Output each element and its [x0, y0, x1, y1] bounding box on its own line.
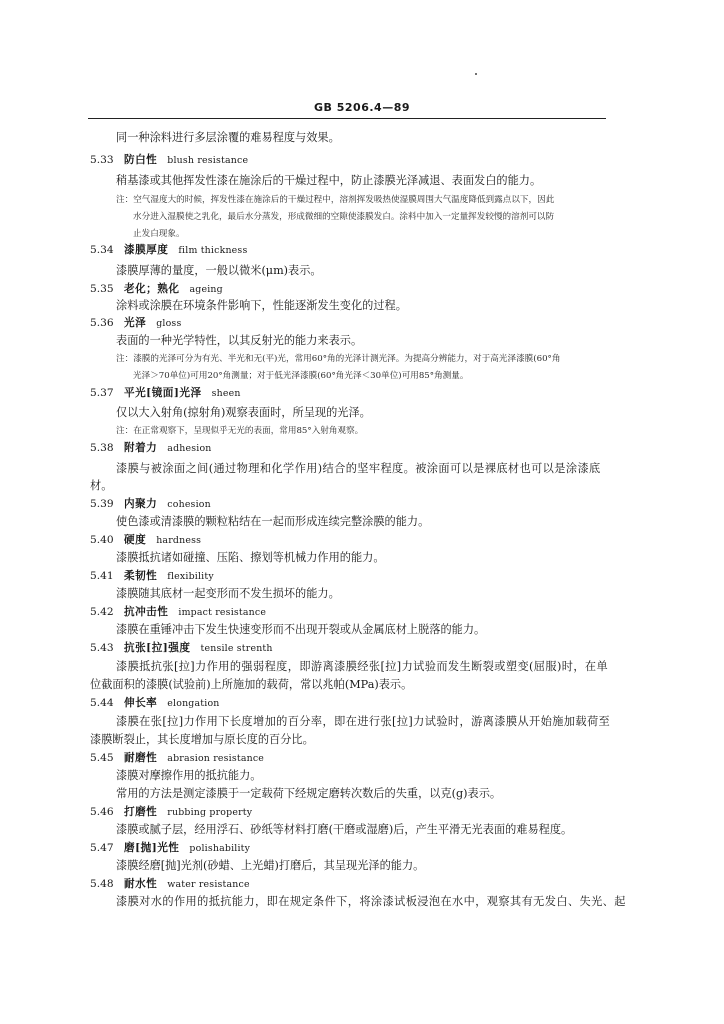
term-english: water resistance	[167, 879, 250, 890]
term-chinese: 伸长率	[124, 697, 158, 709]
section-number: 5.38	[90, 442, 114, 454]
section-number: 5.46	[90, 806, 114, 818]
term-english: impact resistance	[178, 607, 267, 618]
term-english: sheen	[211, 388, 241, 399]
body-text: 漆膜在重锤冲击下发生快速变形而不出现开裂或从金属底材上脱落的能力。	[116, 623, 486, 636]
term-english: gloss	[156, 318, 182, 329]
term-english: cohesion	[167, 499, 211, 510]
term-english: elongation	[167, 698, 220, 709]
term-english: flexibility	[167, 571, 214, 582]
section-heading	[90, 605, 266, 620]
term-chinese: 平光[镜面]光泽	[124, 387, 202, 399]
body-text: 漆膜或腻子层，经用浮石、砂纸等材料打磨(干磨或湿磨)后，产生平滑无光表面的难易程度。	[116, 823, 573, 836]
section-number: 5.37	[90, 387, 114, 399]
body-text: 漆膜与被涂面之间(通过物理和化学作用)结合的坚牢程度。被涂面可以是裸底材也可以是涂漆底	[116, 462, 601, 475]
term-chinese: 老化；熟化	[124, 283, 180, 295]
section-heading	[90, 805, 252, 820]
term-english: abrasion resistance	[167, 753, 265, 764]
term-chinese: 附着力	[124, 442, 158, 454]
note-text: 光泽＞70单位)可用20°角测量；对于低光泽漆膜(60°角光泽＜30单位)可用85°角测量。	[133, 371, 469, 381]
section-heading	[90, 441, 212, 456]
body-text: 材。	[90, 479, 113, 492]
term-chinese: 磨[抛]光性	[124, 842, 180, 854]
section-heading	[90, 877, 250, 892]
note-text: 注：空气湿度大的时候，挥发性漆在施涂后的干燥过程中，溶剂挥发吸热使湿膜周围大气温度降低到露点以下，因此	[116, 195, 555, 205]
body-text: 位截面积的漆膜(试验前)上所施加的载荷，常以兆帕(MPa)表示。	[90, 678, 413, 691]
section-heading	[90, 751, 264, 766]
section-number: 5.36	[90, 317, 114, 329]
body-text: 漆膜抵抗诸如碰撞、压陷、擦划等机械力作用的能力。	[116, 551, 385, 564]
body-text: 涂料或涂膜在环境条件影响下，性能逐渐发生变化的过程。	[116, 299, 407, 312]
section-heading	[90, 386, 241, 401]
body-text: 漆膜对摩擦作用的抵抗能力。	[116, 769, 262, 782]
section-number: 5.34	[90, 244, 114, 256]
section-number: 5.33	[90, 154, 114, 166]
section-number: 5.47	[90, 842, 114, 854]
term-chinese: 耐水性	[124, 878, 158, 890]
section-heading	[90, 696, 220, 711]
section-heading	[90, 569, 214, 584]
body-text: 表面的一种光学特性，以其反射光的能力来表示。	[116, 334, 363, 347]
term-chinese: 柔韧性	[124, 570, 158, 582]
body-text: 稍基漆或其他挥发性漆在施涂后的干燥过程中，防止漆膜光泽减退、表面发白的能力。	[116, 174, 542, 187]
section-number: 5.42	[90, 606, 114, 618]
term-english: adhesion	[167, 443, 212, 454]
term-chinese: 光泽	[124, 317, 147, 329]
term-chinese: 打磨性	[124, 806, 158, 818]
note-text: 注：漆膜的光泽可分为有光、半光和无(平)光，常用60°角的光泽计测光泽。为提高分辨能力，对于高光泽漆膜(60°角	[116, 354, 561, 364]
body-text: 同一种涂料进行多层涂覆的难易程度与效果。	[116, 131, 340, 144]
body-text: 漆膜厚薄的量度，一般以微米(μm)表示。	[116, 264, 322, 277]
term-english: ageing	[189, 284, 223, 295]
section-heading	[90, 316, 181, 331]
body-text: 漆膜对水的作用的抵抗能力，即在规定条件下，将涂漆试板浸泡在水中，观察其有无发白、失光、起	[116, 895, 626, 908]
section-number: 5.40	[90, 534, 114, 546]
section-number: 5.43	[90, 642, 114, 654]
body-text: 漆膜在张[拉]力作用下长度增加的百分率，即在进行张[拉]力试验时，游离漆膜从开始施加载荷至	[116, 715, 611, 728]
section-heading	[90, 641, 273, 656]
section-heading	[90, 243, 247, 258]
body-text: 漆膜随其底材一起变形而不发生损坏的能力。	[116, 587, 340, 600]
section-heading	[90, 497, 211, 512]
body-text: 漆膜断裂止，其长度增加与原长度的百分比。	[90, 733, 314, 746]
term-english: film thickness	[178, 245, 248, 256]
term-english: rubbing property	[167, 807, 253, 818]
section-heading	[90, 841, 250, 856]
term-chinese: 抗冲击性	[124, 606, 169, 618]
section-heading	[90, 153, 248, 168]
term-chinese: 漆膜厚度	[124, 244, 169, 256]
section-number: 5.35	[90, 283, 114, 295]
section-number: 5.41	[90, 570, 114, 582]
body-text: 漆膜经磨[抛]光剂(砂蜡、上光蜡)打磨后，其呈现光泽的能力。	[116, 859, 425, 872]
term-chinese: 内聚力	[124, 498, 158, 510]
speck-mark	[475, 73, 477, 75]
section-number: 5.39	[90, 498, 114, 510]
term-chinese: 防白性	[124, 154, 158, 166]
header-rule	[88, 118, 606, 119]
standard-header: GB 5206.4—89	[314, 101, 410, 114]
body-text: 常用的方法是测定漆膜于一定载荷下经规定磨转次数后的失重，以克(g)表示。	[116, 787, 502, 800]
section-number: 5.45	[90, 752, 114, 764]
note-text: 注：在正常观察下，呈现似乎无光的表面，常用85°入射角观察。	[116, 426, 364, 436]
term-chinese: 硬度	[124, 534, 147, 546]
term-english: tensile strenth	[200, 643, 273, 654]
body-text: 使色漆或清漆膜的颗粒粘结在一起而形成连续完整涂膜的能力。	[116, 515, 430, 528]
term-english: polishability	[189, 843, 251, 854]
body-text: 漆膜抵抗张[拉]力作用的强弱程度，即游离漆膜经张[拉]力试验而发生断裂或塑变(屈服)时，在单	[116, 660, 609, 673]
term-english: hardness	[156, 535, 202, 546]
body-text: 仅以大入射角(掠射角)观察表面时，所呈现的光泽。	[116, 406, 371, 419]
section-heading	[90, 282, 223, 297]
note-text: 水分进入湿膜使之乳化，最后水分蒸发，形成微细的空隙使漆膜发白。涂料中加入一定量挥发较慢的溶剂可以防	[133, 212, 555, 222]
term-chinese: 耐磨性	[124, 752, 158, 764]
section-number: 5.44	[90, 697, 114, 709]
note-text: 止发白现象。	[133, 229, 185, 239]
term-english: blush resistance	[167, 155, 249, 166]
section-number: 5.48	[90, 878, 114, 890]
section-heading	[90, 533, 201, 548]
term-chinese: 抗张[拉]强度	[124, 642, 191, 654]
